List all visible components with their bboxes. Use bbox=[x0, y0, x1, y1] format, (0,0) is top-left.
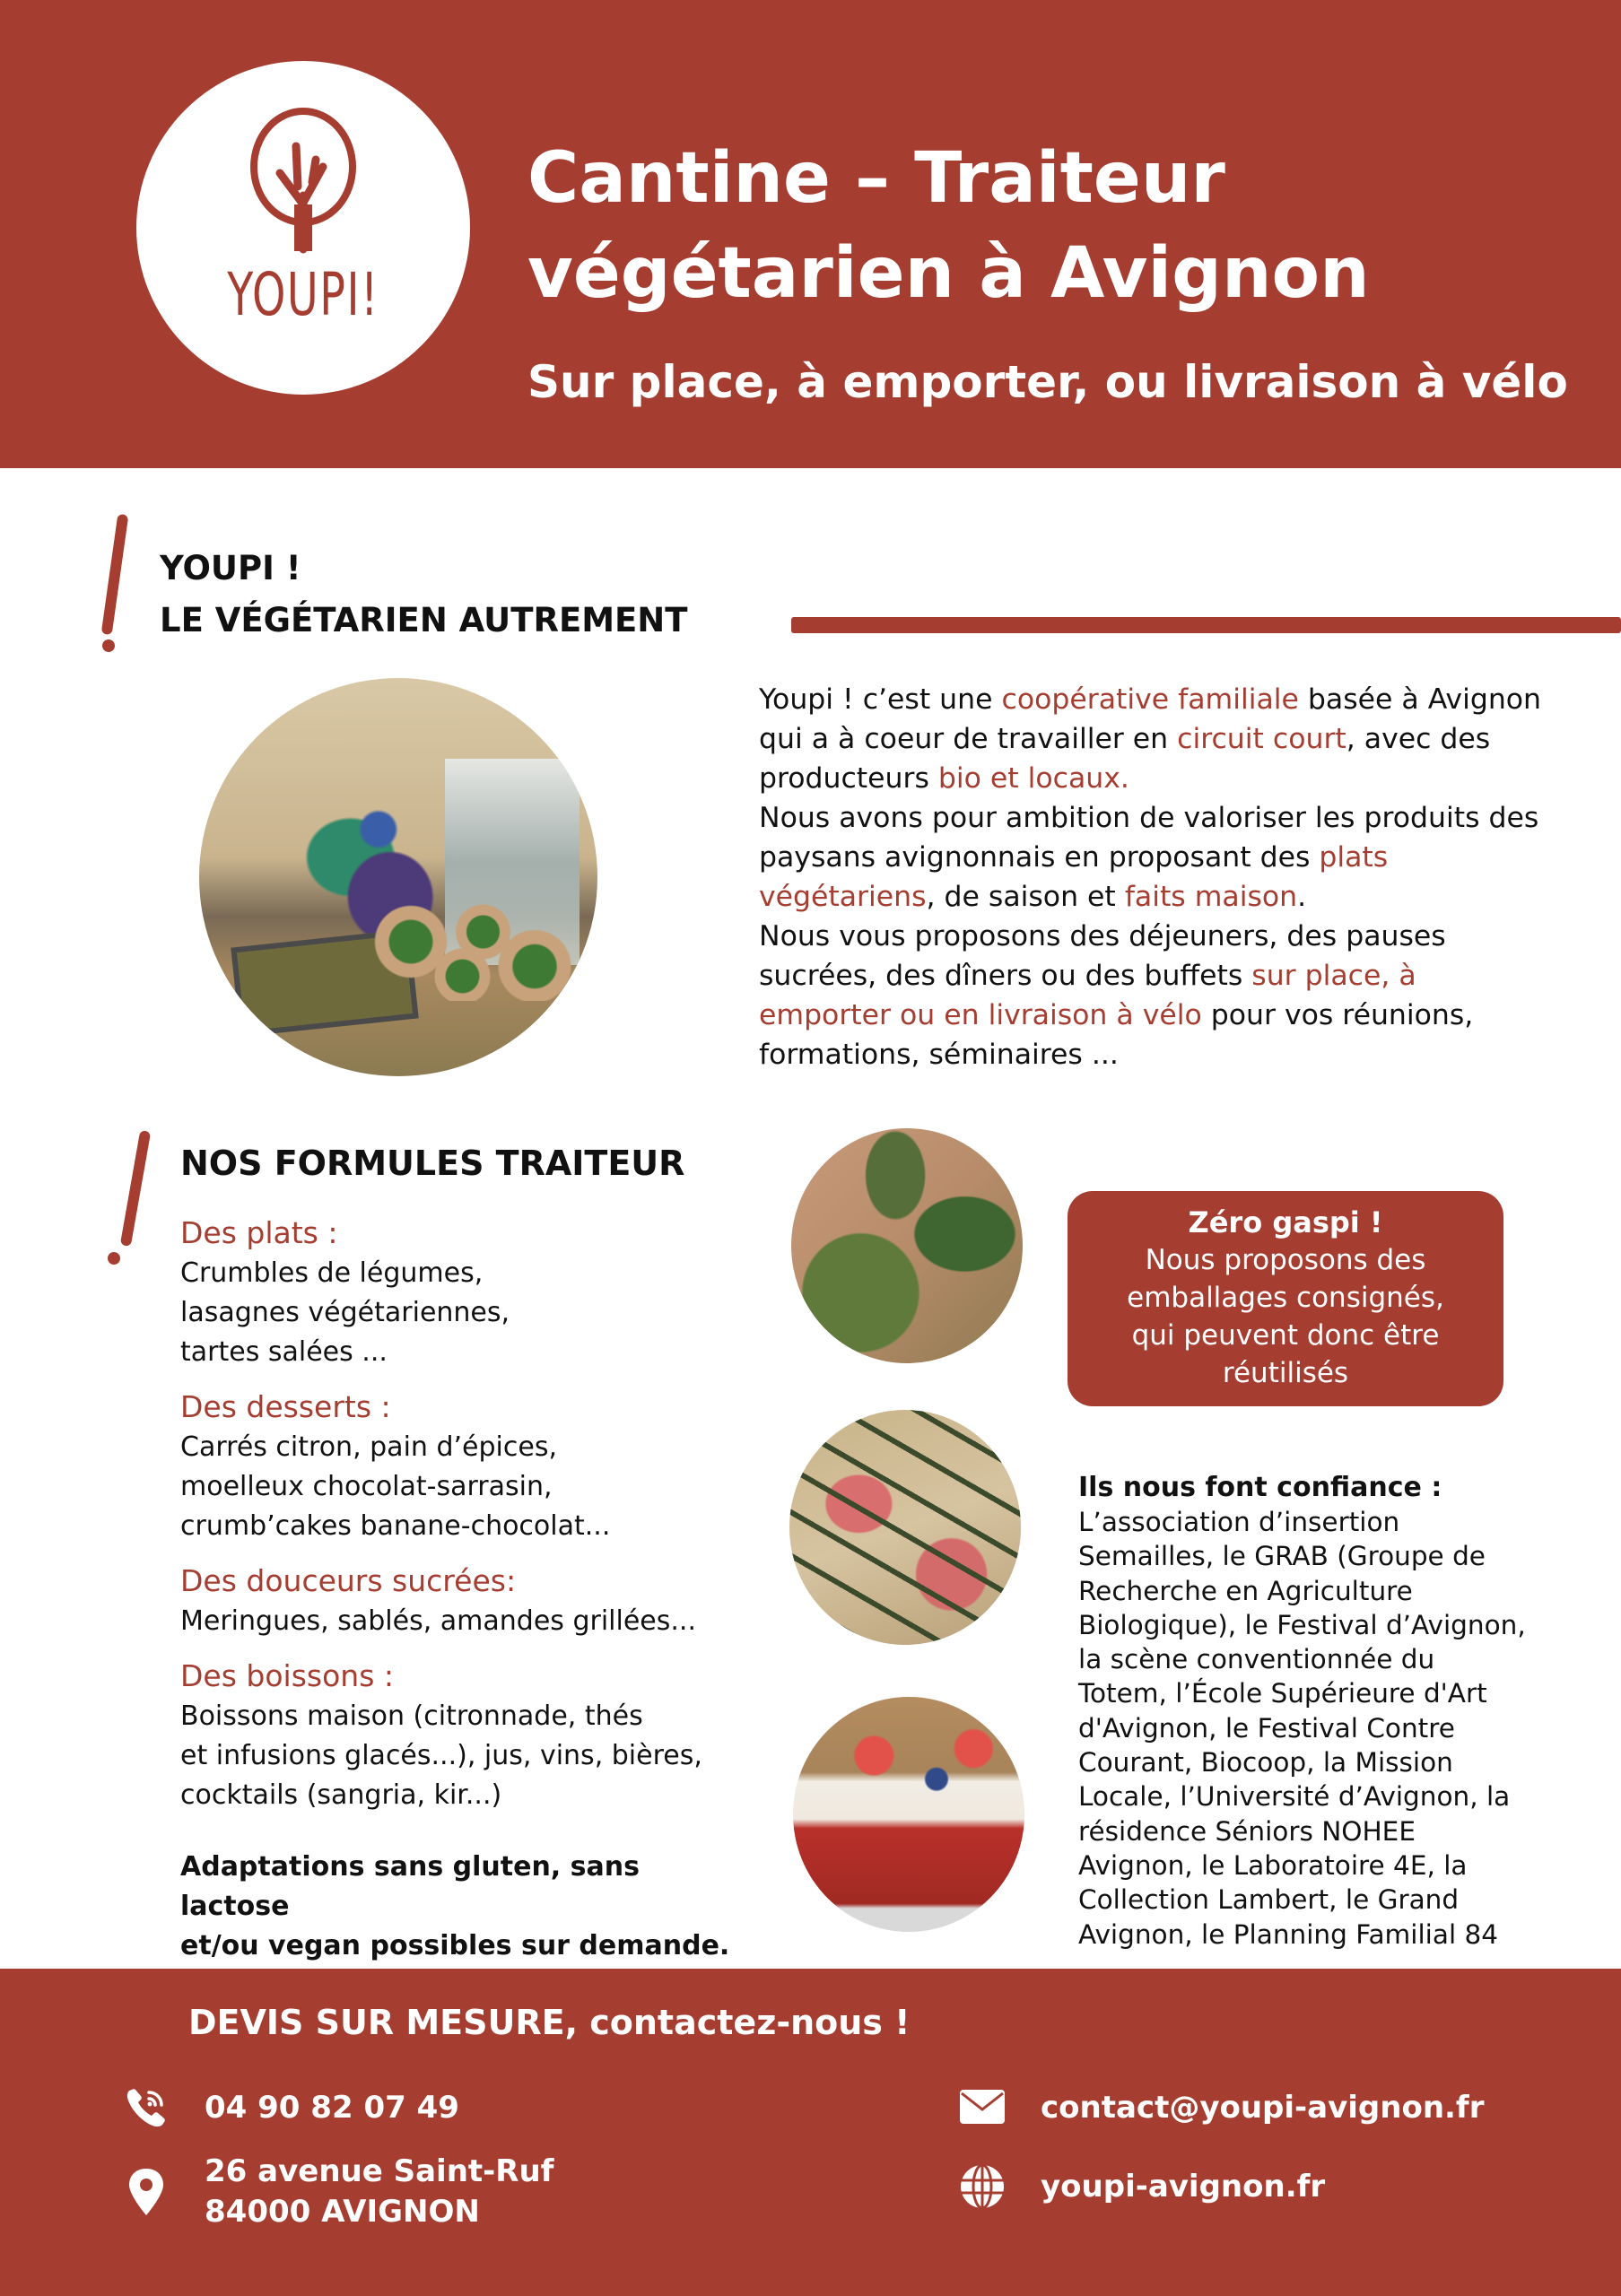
trust-line: Avignon, le Laboratoire 4E, la bbox=[1078, 1849, 1468, 1881]
trust-line: Semailles, le GRAB (Groupe de bbox=[1078, 1541, 1486, 1572]
zero-gaspi-title: Zéro gaspi ! bbox=[1188, 1205, 1383, 1239]
globe-icon bbox=[960, 2164, 1005, 2209]
brush-stroke-divider bbox=[791, 617, 1621, 633]
phone-icon bbox=[124, 2085, 169, 2130]
phone-contact[interactable] bbox=[124, 2085, 459, 2130]
tree-icon bbox=[136, 61, 470, 395]
formules-heading: NOS FORMULES TRAITEUR bbox=[180, 1144, 685, 1183]
highlight-text: coopérative familiale bbox=[1001, 683, 1299, 716]
trust-line: d'Avignon, le Festival Contre bbox=[1078, 1712, 1455, 1744]
formule-body bbox=[180, 1428, 754, 1546]
exclamation-stroke-icon bbox=[101, 514, 129, 635]
fruit-verrines-photo bbox=[793, 1697, 1024, 1932]
trust-title: Ils nous font confiance : bbox=[1078, 1472, 1442, 1503]
address-line-2: 84000 AVIGNON bbox=[205, 2194, 480, 2230]
address bbox=[205, 2152, 553, 2232]
youpi-logo bbox=[136, 61, 470, 395]
page-subtitle: Sur place, à emporter, ou livraison à vélo bbox=[527, 356, 1568, 408]
zero-gaspi-line: emballages consignés, bbox=[1127, 1282, 1444, 1314]
address-line-1: 26 avenue Saint-Ruf bbox=[205, 2153, 554, 2189]
intro-heading bbox=[160, 543, 688, 647]
intro-heading-line-2: LE VÉGÉTARIEN AUTREMENT bbox=[160, 601, 688, 639]
body-text: , de saison et bbox=[926, 881, 1125, 913]
location-pin-icon bbox=[124, 2170, 169, 2214]
vegetable-tart-photo bbox=[789, 1410, 1021, 1645]
trust-section bbox=[1078, 1471, 1590, 1952]
formule-title: Des plats : bbox=[180, 1215, 338, 1250]
email-contact[interactable] bbox=[960, 2085, 1485, 2130]
formule-body bbox=[180, 1697, 754, 1815]
chef-preparing-dishes-photo bbox=[199, 678, 597, 1076]
trust-line: Courant, Biocoop, la Mission bbox=[1078, 1747, 1453, 1779]
formule-line: et infusions glacés...), jus, vins, bières, bbox=[180, 1740, 702, 1771]
trust-line: Locale, l’Université d’Avignon, la bbox=[1078, 1781, 1511, 1813]
formule-line: tartes salées ... bbox=[180, 1336, 388, 1368]
highlight-text: circuit court bbox=[1177, 723, 1346, 755]
formule-line: Crumbles de légumes, bbox=[180, 1257, 484, 1289]
header-banner bbox=[0, 0, 1621, 468]
formules-list bbox=[180, 1213, 754, 1966]
trust-line: Recherche en Agriculture bbox=[1078, 1575, 1413, 1606]
formule-line: moelleux chocolat-sarrasin, bbox=[180, 1471, 553, 1502]
formule-line: Meringues, sablés, amandes grillées... bbox=[180, 1605, 696, 1637]
formule-douceurs bbox=[180, 1561, 754, 1641]
highlight-text: bio et locaux. bbox=[937, 762, 1129, 795]
body-text: basée à Avignon qui a à coeur de travailler en bbox=[759, 683, 1542, 755]
trust-line: L’association d’insertion bbox=[1078, 1507, 1400, 1537]
website-link[interactable]: youpi-avignon.fr bbox=[1041, 2168, 1326, 2205]
quiche-bowls-photo bbox=[791, 1128, 1023, 1363]
formule-body bbox=[180, 1254, 754, 1372]
exclamation-stroke-icon bbox=[120, 1130, 151, 1247]
trust-line: Biologique), le Festival d’Avignon, bbox=[1078, 1609, 1526, 1640]
title-line-2: végétarien à Avignon bbox=[527, 233, 1370, 314]
trust-line: Totem, l’École Supérieure d'Art bbox=[1078, 1678, 1487, 1709]
phone-number: 04 90 82 07 49 bbox=[205, 2089, 459, 2126]
formule-boissons bbox=[180, 1656, 754, 1815]
contact-footer bbox=[0, 1969, 1621, 2296]
highlight-text: sur place, à emporter ou en livraison à vélo bbox=[759, 960, 1416, 1031]
formule-title: Des desserts : bbox=[180, 1389, 391, 1424]
trust-line: Collection Lambert, le Grand bbox=[1078, 1884, 1460, 1916]
formule-body bbox=[180, 1602, 754, 1641]
formule-line: crumb’cakes banane-chocolat... bbox=[180, 1510, 611, 1542]
zero-gaspi-line: qui peuvent donc être bbox=[1131, 1319, 1440, 1352]
highlight-text: plats végétariens bbox=[759, 841, 1389, 913]
body-text: , avec des producteurs bbox=[759, 723, 1491, 795]
exclamation-dot-icon bbox=[102, 639, 115, 652]
email-link[interactable]: contact@youpi-avignon.fr bbox=[1041, 2089, 1485, 2126]
formule-line: cocktails (sangria, kir...) bbox=[180, 1779, 502, 1811]
zero-gaspi-line: réutilisés bbox=[1222, 1357, 1349, 1389]
website-contact[interactable] bbox=[960, 2164, 1325, 2209]
envelope-icon bbox=[960, 2085, 1005, 2130]
note-line-2: et/ou vegan possibles sur demande. bbox=[180, 1930, 730, 1961]
exclamation-dot-icon bbox=[108, 1252, 120, 1265]
address-contact bbox=[124, 2152, 553, 2232]
formule-line: Carrés citron, pain d’épices, bbox=[180, 1431, 557, 1463]
body-text: Nous avons pour ambition de valoriser les produits des paysans avignonnais en proposant des bbox=[759, 802, 1539, 874]
formule-title: Des boissons : bbox=[180, 1658, 394, 1693]
intro-paragraph bbox=[759, 680, 1548, 1074]
note-line-1: Adaptations sans gluten, sans lactose bbox=[180, 1851, 640, 1922]
quote-cta: DEVIS SUR MESURE, contactez-nous ! bbox=[188, 2003, 911, 2042]
formule-title: Des douceurs sucrées: bbox=[180, 1563, 517, 1598]
intro-heading-line-1: YOUPI ! bbox=[160, 549, 301, 587]
formule-line: Boissons maison (citronnade, thés bbox=[180, 1700, 643, 1732]
body-text: Nous vous proposons des déjeuners, des pauses sucrées, des dîners ou des buffets bbox=[759, 920, 1446, 992]
trust-line: résidence Séniors NOHEE bbox=[1078, 1815, 1416, 1847]
trust-line: Avignon, le Planning Familial 84 bbox=[1078, 1918, 1499, 1950]
formule-line: lasagnes végétariennes, bbox=[180, 1297, 510, 1328]
formule-desserts bbox=[180, 1387, 754, 1546]
zero-gaspi-callout bbox=[1068, 1191, 1503, 1406]
dietary-adaptations-note bbox=[180, 1848, 754, 1966]
body-text: Youpi ! c’est une bbox=[759, 683, 1002, 716]
trust-line: la scène conventionnée du bbox=[1078, 1644, 1435, 1675]
trust-list bbox=[1078, 1505, 1590, 1952]
formule-plats bbox=[180, 1213, 754, 1372]
body-text: . bbox=[1297, 881, 1307, 913]
logo-text: YOUPI! bbox=[227, 260, 379, 329]
highlight-text: faits maison bbox=[1124, 881, 1298, 913]
title-line-1: Cantine – Traiteur bbox=[527, 138, 1225, 219]
body-text: pour vos réunions, formations, séminaires ... bbox=[759, 999, 1474, 1071]
page-title bbox=[527, 131, 1370, 321]
zero-gaspi-line: Nous proposons des bbox=[1145, 1244, 1426, 1276]
